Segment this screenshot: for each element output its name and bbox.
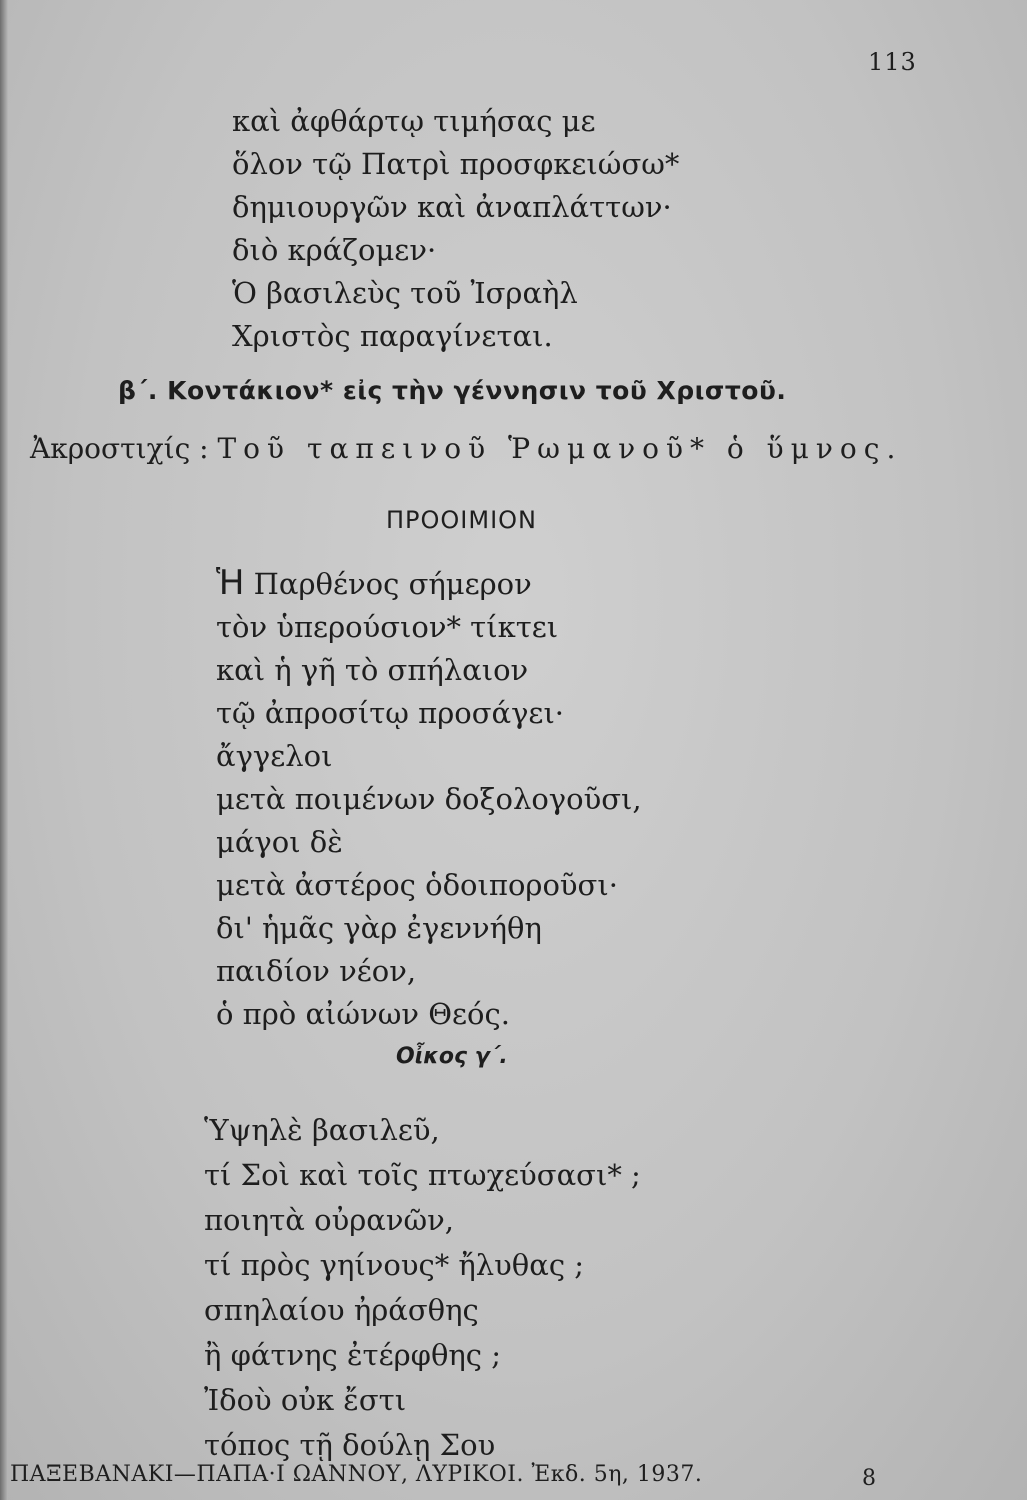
- verse-line: καὶ ἀφθάρτῳ τιμήσας με: [232, 104, 596, 138]
- prooimion-title: ΠΡΟΟΙΜΙΟΝ: [386, 506, 538, 534]
- page-edge-shadow: [0, 0, 8, 1500]
- verse-block-top: [232, 100, 679, 358]
- acrostic-label: Ἀκροστιχίς :: [30, 432, 209, 465]
- verse-line-first: [216, 562, 642, 606]
- verse-line: Ὑψηλὲ βασιλεῦ,: [204, 1113, 440, 1147]
- verse-block-prooimion: [216, 562, 642, 1036]
- verse-line: μετὰ ἀστέρος ὁδοιποροῦσι·: [216, 868, 618, 902]
- verse-line: καὶ ἡ γῆ τὸ σπήλαιον: [216, 653, 529, 687]
- verse-line: τόπος τῇ δούλῃ Σου: [204, 1428, 496, 1462]
- verse-line: Ἰδοὺ οὐκ ἔστι: [204, 1383, 407, 1417]
- verse-line: Χριστὸς παραγίνεται.: [232, 319, 553, 353]
- initial-letter: Ἡ: [216, 563, 245, 603]
- verse-line: τί πρὸς γηίνους* ἤλυθας ;: [204, 1248, 585, 1282]
- signature-mark: 8: [862, 1466, 876, 1491]
- page-footer: ΠΑΞΕΒΑΝΑΚΙ—ΠΑΠΑ·Ι ΩΑΝΝΟΥ, ΛΥΡΙΚΟΙ. Ἐκδ. 5η, 1937.: [10, 1462, 703, 1487]
- verse-line: ποιητὰ οὐρανῶν,: [204, 1203, 454, 1237]
- first-line-text: Παρθένος σήμερον: [244, 567, 532, 601]
- verse-line: δι' ἡμᾶς γὰρ ἐγεννήθη: [216, 911, 542, 945]
- section-heading: β΄. Κοντάκιον* εἰς τὴν γέννησιν τοῦ Χριστοῦ.: [118, 376, 787, 405]
- oikos-title: Οἶκος γ΄.: [396, 1044, 508, 1069]
- verse-line: τὸν ὑπερούσιον* τίκτει: [216, 610, 559, 644]
- verse-line: τί Σοὶ καὶ τοῖς πτωχεύσασι* ;: [204, 1158, 641, 1192]
- verse-line: Ὁ βασιλεὺς τοῦ Ἰσραὴλ: [232, 276, 578, 310]
- verse-line: ἢ φάτνης ἐτέρφθης ;: [204, 1338, 502, 1372]
- acrostic-line: [30, 432, 902, 465]
- verse-line: ὁ πρὸ αἰώνων Θεός.: [216, 997, 510, 1031]
- page-number: 113: [868, 48, 917, 76]
- acrostic-text: Τοῦ ταπεινοῦ Ῥωμανοῦ* ὁ ὕμνος.: [217, 432, 903, 465]
- verse-line: μάγοι δὲ: [216, 825, 343, 859]
- verse-line: ὅλον τῷ Πατρὶ προσφκειώσω*: [232, 147, 680, 181]
- verse-line: ἄγγελοι: [216, 739, 333, 773]
- verse-line: διὸ κράζομεν·: [232, 233, 437, 267]
- verse-line: τῷ ἀπροσίτῳ προσάγει·: [216, 696, 565, 730]
- verse-line: μετὰ ποιμένων δοξολογοῦσι,: [216, 782, 642, 816]
- verse-line: παιδίον νέον,: [216, 954, 417, 988]
- verse-line: σπηλαίου ἠράσθης: [204, 1293, 479, 1327]
- verse-line: δημιουργῶν καὶ ἀναπλάττων·: [232, 190, 672, 224]
- verse-block-oikos: [204, 1108, 641, 1468]
